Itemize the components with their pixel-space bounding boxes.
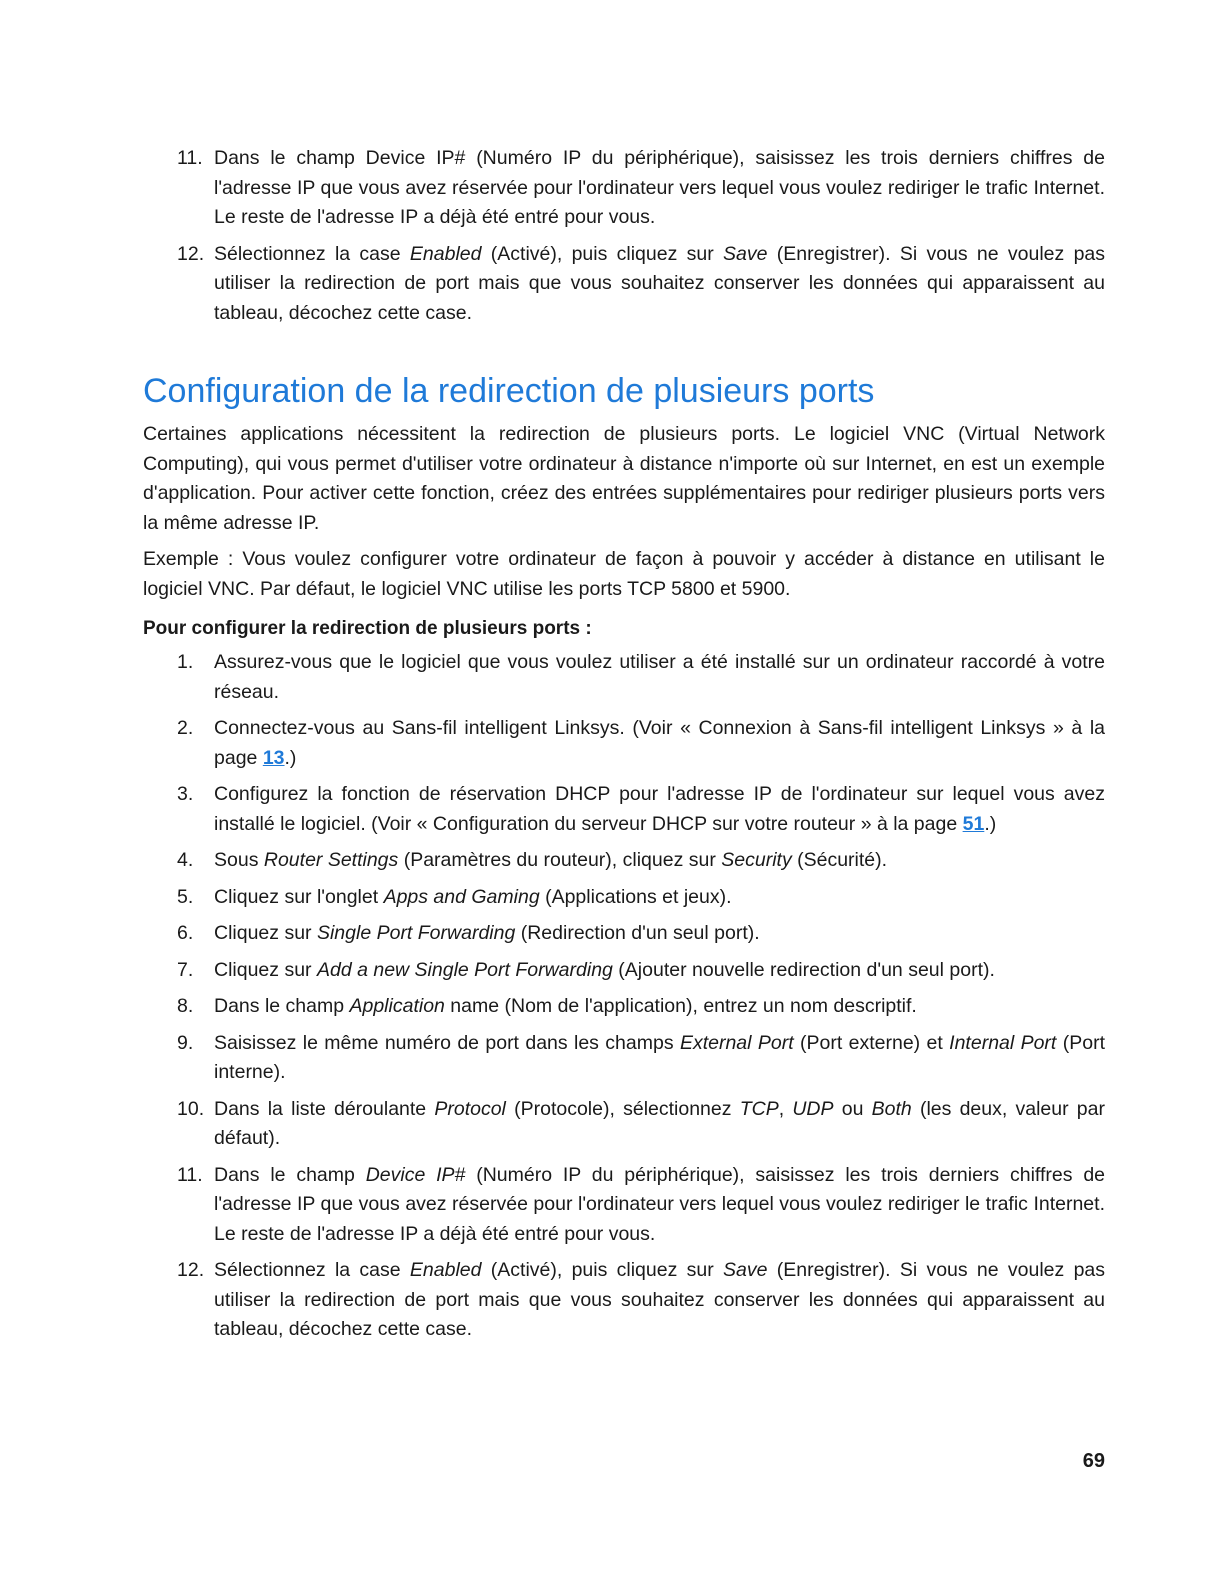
intro-paragraph: Certaines applications nécessitent la redirection de plusieurs ports. Le logiciel VNC (Virtual Network Computing), qui vous permet d'utiliser votre ordinateur à distance n'importe où sur Internet, en est un exemple d'application. Pour activer cette fonction, créez des entrées supplémentaires pour rediriger plusieurs ports vers la même adresse IP. (143, 423, 1105, 534)
ui-term: Both (871, 1097, 912, 1120)
step-text: (Enregistrer). Si vous ne voulez pas utiliser la redirection de port mais que vous souhaitez conserver les données qui apparaissent au tableau, décochez cette case. (214, 1259, 1106, 1340)
list-item (143, 1029, 1105, 1088)
list-item (143, 919, 1105, 949)
step-text: , (778, 1097, 793, 1120)
step-text: (Sécurité). (791, 849, 888, 871)
continued-steps-list (143, 144, 1105, 335)
page-number: 69 (1082, 1450, 1105, 1472)
step-number: 5. (177, 885, 194, 908)
step-text: name (Nom de l'application), entrez un nom descriptif. (444, 995, 917, 1017)
list-item (143, 714, 1105, 773)
ui-term: Enabled (409, 242, 482, 265)
step-number: 12. (177, 1259, 205, 1281)
list-item (143, 780, 1105, 839)
ui-term: External Port (679, 1031, 794, 1054)
document-page (143, 0, 1105, 1585)
list-item (143, 883, 1105, 913)
step-text: Cliquez sur (214, 958, 317, 981)
step-text: (Port interne). (214, 1031, 1105, 1083)
list-item (143, 144, 1105, 233)
procedure-heading: Pour configurer la redirection de plusieurs ports : (143, 618, 592, 639)
step-text: (Paramètres du routeur), cliquez sur (398, 849, 722, 871)
ui-term: Add a new Single Port Forwarding (316, 958, 613, 981)
ui-term: UDP (792, 1097, 834, 1120)
step-number: 3. (177, 783, 194, 805)
step-text: (Applications et jeux). (539, 885, 732, 908)
step-text: Connectez-vous au Sans-fil intelligent Linksys. (Voir « Connexion à Sans-fil intelligent Linksys » à la page (214, 717, 1105, 769)
list-item (143, 1256, 1105, 1345)
section-title: Configuration de la redirection de plusieurs ports (143, 372, 875, 410)
step-number: 11. (177, 147, 203, 169)
page-link-13[interactable]: 13 (262, 746, 285, 769)
step-number: 1. (177, 651, 194, 673)
step-text: .) (284, 746, 297, 769)
list-item (143, 846, 1105, 876)
step-text: (les deux, valeur par défaut). (214, 1097, 1105, 1149)
step-number: 11. (177, 1163, 203, 1186)
ui-term: Single Port Forwarding (316, 922, 516, 944)
step-number: 2. (177, 717, 194, 739)
ui-term: Internal Port (949, 1031, 1057, 1054)
ui-term: Security (721, 849, 792, 871)
list-item (143, 956, 1105, 986)
step-text: (Protocole), sélectionnez (505, 1097, 740, 1120)
step-text: (Numéro IP du périphérique), saisissez les trois derniers chiffres de l'adresse IP que vous avez réservée pour l'ordinateur vers lequel vous voulez rediriger le trafic Internet. Le reste de l'adresse IP a déjà été entré pour vous. (214, 1163, 1106, 1245)
step-text: Dans le champ Device IP# (Numéro IP du périphérique), saisissez les trois derniers chiffres de l'adresse IP que vous avez réservée pour l'ordinateur vers lequel vous voulez rediriger le trafic Internet. Le reste de l'adresse IP a déjà été entré pour vous. (214, 147, 1105, 228)
step-number: 9. (177, 1031, 194, 1054)
step-text: Sélectionnez la case (214, 1259, 410, 1281)
step-text: Dans la liste déroulante (214, 1097, 435, 1120)
list-item (143, 1095, 1105, 1154)
list-item (143, 1161, 1105, 1250)
ui-term: Protocol (434, 1097, 506, 1120)
step-number: 7. (177, 958, 194, 981)
list-item (143, 992, 1105, 1022)
step-text: ou (833, 1097, 872, 1120)
ui-term: Router Settings (263, 849, 399, 871)
page-link-51[interactable]: 51 (962, 812, 985, 835)
step-text: Cliquez sur (214, 922, 317, 944)
example-paragraph: Exemple : Vous voulez configurer votre ordinateur de façon à pouvoir y accéder à distance en utilisant le logiciel VNC. Par défaut, le logiciel VNC utilise les ports TCP 5800 et 5900. (143, 548, 1105, 600)
step-text: Sélectionnez la case (214, 242, 410, 265)
step-text: (Enregistrer). Si vous ne voulez pas utiliser la redirection de port mais que vous souhaitez conserver les données qui apparaissent au tableau, décochez cette case. (214, 242, 1106, 324)
step-number: 8. (177, 995, 194, 1017)
ui-term: TCP (739, 1097, 779, 1120)
ui-term: Apps and Gaming (383, 885, 540, 908)
step-text: Assurez-vous que le logiciel que vous voulez utiliser a été installé sur un ordinateur raccordé à votre réseau. (214, 651, 1105, 703)
step-number: 6. (177, 922, 194, 944)
step-number: 12. (177, 242, 205, 265)
list-item (143, 648, 1105, 707)
step-text: Sous (214, 849, 264, 871)
ui-term: Save (723, 1259, 768, 1281)
list-item (143, 240, 1105, 329)
step-text: Cliquez sur l'onglet (214, 885, 384, 908)
ui-term: Device IP# (365, 1163, 466, 1186)
steps-list (143, 648, 1105, 1352)
ui-term: Save (723, 242, 768, 265)
step-text: (Port externe) et (793, 1031, 950, 1054)
step-text: Dans le champ (214, 995, 350, 1017)
step-number: 4. (177, 849, 194, 871)
ui-term: Application (349, 995, 445, 1017)
step-text: (Ajouter nouvelle redirection d'un seul port). (612, 958, 995, 981)
step-text: (Activé), puis cliquez sur (481, 242, 724, 265)
step-text: Dans le champ (214, 1163, 366, 1186)
step-text: .) (984, 812, 997, 835)
step-text: Configurez la fonction de réservation DHCP pour l'adresse IP de l'ordinateur sur lequel vous avez installé le logiciel. (Voir « Configuration du serveur DHCP sur votre routeur » à la page (214, 783, 1105, 835)
step-number: 10. (177, 1097, 205, 1120)
step-text: (Activé), puis cliquez sur (481, 1259, 724, 1281)
ui-term: Enabled (409, 1259, 482, 1281)
step-text: Saisissez le même numéro de port dans les champs (214, 1031, 680, 1054)
step-text: (Redirection d'un seul port). (515, 922, 760, 944)
